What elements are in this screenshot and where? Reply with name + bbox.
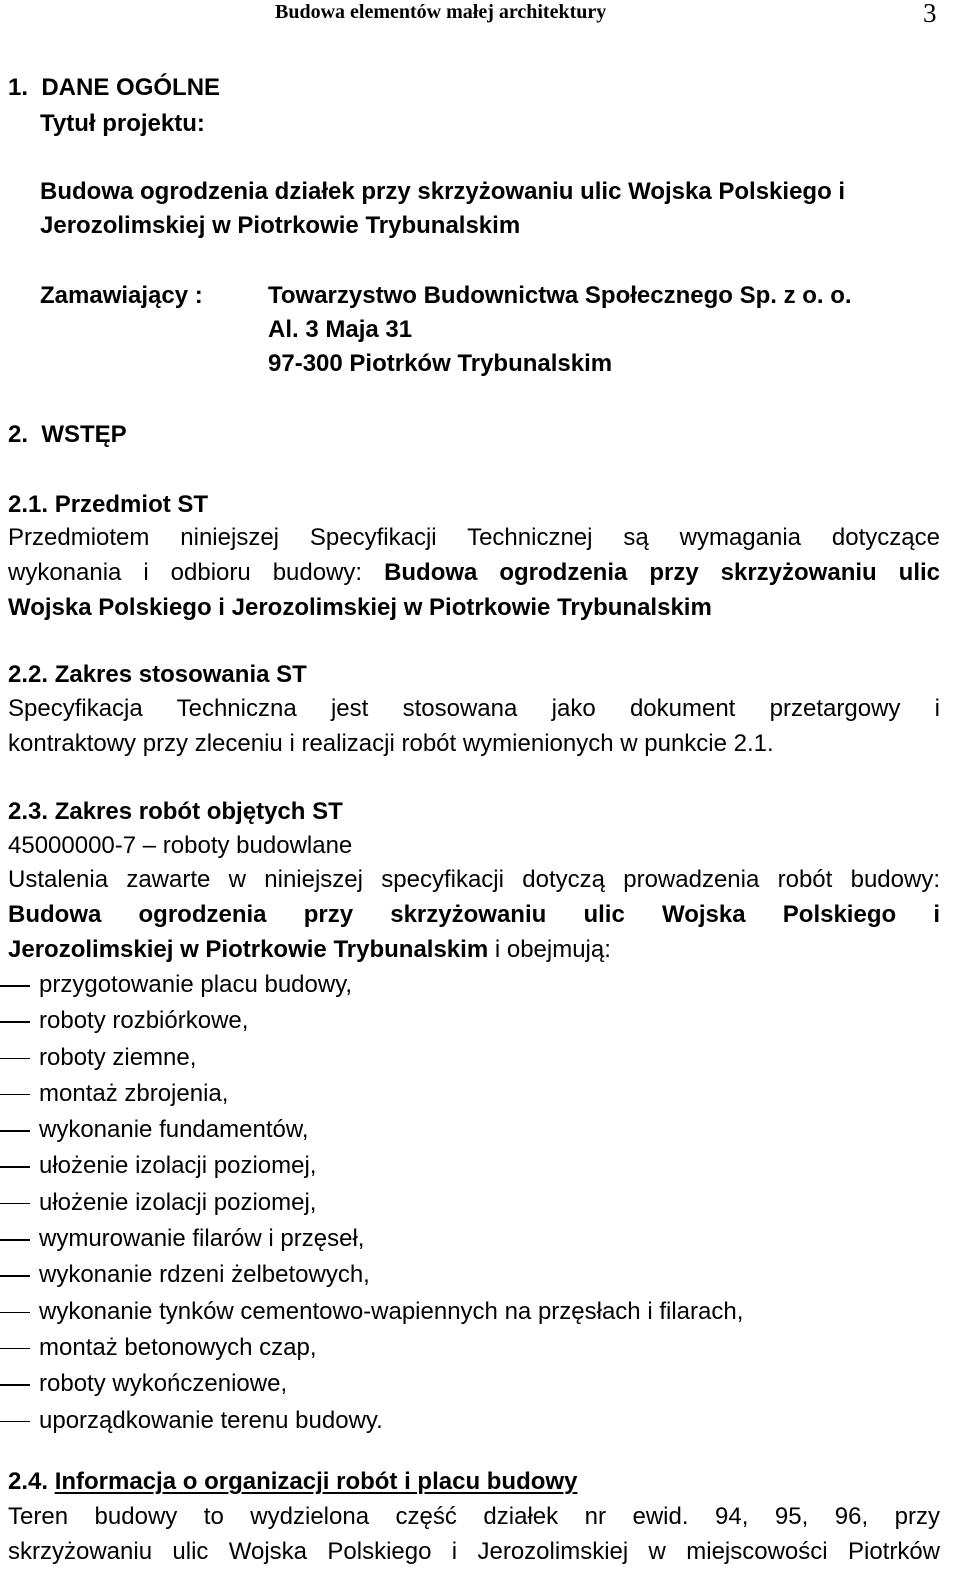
subsection-2-4-body (8, 1503, 940, 1573)
list-item-text: przygotowanie placu budowy, (39, 971, 353, 998)
client-address-city: 97-300 Piotrków Trybunalskim (268, 350, 613, 377)
body-text-bold: Jerozolimskiej w Piotrkowie Trybunalskim (8, 936, 489, 963)
list-item (0, 1112, 940, 1148)
dash-bullet-icon (0, 1021, 30, 1023)
page-number: 3 (923, 0, 937, 28)
subsection-2-2-body (8, 695, 940, 765)
list-item-text: roboty wykończeniowe, (39, 1370, 288, 1398)
list-item (0, 967, 940, 1003)
list-item-text: montaż betonowych czap, (39, 1333, 317, 1361)
body-line: Wojska Polskiego i Jerozolimskiej w Piotrkowie Trybunalskim (8, 594, 712, 621)
subsection-2-2-heading: 2.2. Zakres stosowania ST (8, 661, 307, 688)
section-1-heading: 1. DANE OGÓLNE (8, 74, 221, 101)
list-item-text: ułożenie izolacji poziomej, (39, 1152, 317, 1180)
body-text: i obejmują: (488, 936, 611, 963)
body-text-bold: Budowa ogrodzenia przy skrzyżowaniu ulic (384, 559, 940, 586)
works-list (0, 967, 940, 1439)
client-name: Towarzystwo Budownictwa Społecznego Sp. z o. o. (268, 282, 852, 309)
list-item (0, 1185, 940, 1221)
dash-bullet-icon (0, 1058, 30, 1060)
heading-number: 2.4. (8, 1468, 55, 1495)
heading-text: Informacja o organizacji robót i placu budowy (54, 1468, 578, 1495)
subsection-2-3-heading: 2.3. Zakres robót objętych ST (8, 798, 343, 825)
body-line: Specyfikacja Techniczna jest stosowana jako dokument przetargowy i (8, 695, 940, 722)
dash-bullet-icon (0, 1384, 30, 1386)
body-line: Przedmiotem niniejszej Specyfikacji Technicznej są wymagania dotyczące (8, 524, 940, 551)
dash-bullet-icon (0, 1130, 30, 1132)
cpv-code-line: 45000000-7 – roboty budowlane (8, 832, 353, 859)
running-title: Budowa elementów małej architektury (275, 1, 607, 23)
list-item (0, 1148, 940, 1184)
list-item-text: ułożenie izolacji poziomej, (39, 1188, 317, 1216)
list-item (0, 1330, 940, 1366)
project-title-line-1: Budowa ogrodzenia działek przy skrzyżowaniu ulic Wojska Polskiego i (40, 178, 846, 205)
list-item-text: wymurowanie filarów i przęseł, (39, 1225, 365, 1253)
subsection-2-1-heading: 2.1. Przedmiot ST (8, 491, 209, 518)
project-title-line-2: Jerozolimskiej w Piotrkowie Trybunalskim (40, 212, 521, 239)
dash-bullet-icon (0, 1348, 30, 1350)
list-item (0, 1040, 940, 1076)
body-line (8, 936, 940, 971)
list-item (0, 1294, 940, 1330)
dash-bullet-icon (0, 1094, 30, 1096)
dash-bullet-icon (0, 1421, 30, 1423)
client-label: Zamawiający : (40, 282, 203, 309)
list-item-text: uporządkowanie terenu budowy. (39, 1406, 383, 1434)
body-line (8, 559, 940, 594)
subsection-2-1-body (8, 524, 940, 629)
list-item (0, 1403, 940, 1439)
project-label: Tytuł projektu: (40, 110, 205, 137)
dash-bullet-icon (0, 1275, 30, 1277)
list-item-text: wykonanie rdzeni żelbetowych, (39, 1261, 370, 1289)
list-item-text: roboty ziemne, (39, 1043, 197, 1071)
list-item-text: wykonanie tynków cementowo-wapiennych na przęsłach i filarach, (39, 1297, 744, 1325)
list-item (0, 1003, 940, 1039)
section-2-heading: 2. WSTĘP (8, 421, 127, 448)
dash-bullet-icon (0, 1203, 30, 1205)
list-item-text: wykonanie fundamentów, (39, 1116, 309, 1144)
list-item (0, 1257, 940, 1293)
body-line: Budowa ogrodzenia przy skrzyżowaniu ulic Wojska Polskiego i (8, 901, 940, 928)
list-item (0, 1366, 940, 1402)
dash-bullet-icon (0, 1239, 30, 1241)
subsection-2-3-body (8, 866, 940, 971)
dash-bullet-icon (0, 1312, 30, 1314)
body-line: skrzyżowaniu ulic Wojska Polskiego i Jerozolimskiej w miejscowości Piotrków (8, 1538, 940, 1565)
body-line: Teren budowy to wydzielona część działek nr ewid. 94, 95, 96, przy (8, 1503, 940, 1530)
body-line: kontraktowy przy zleceniu i realizacji robót wymienionych w punkcie 2.1. (8, 730, 774, 757)
dash-bullet-icon (0, 1166, 30, 1168)
list-item-text: montaż zbrojenia, (39, 1079, 229, 1107)
list-item (0, 1076, 940, 1112)
subsection-2-4-heading (8, 1468, 577, 1496)
list-item-text: roboty rozbiórkowe, (39, 1007, 249, 1035)
body-text: wykonania i odbioru budowy: (8, 559, 385, 586)
list-item (0, 1221, 940, 1257)
body-line: Ustalenia zawarte w niniejszej specyfikacji dotyczą prowadzenia robót budowy: (8, 866, 940, 893)
dash-bullet-icon (0, 985, 30, 987)
client-address-street: Al. 3 Maja 31 (268, 316, 413, 343)
